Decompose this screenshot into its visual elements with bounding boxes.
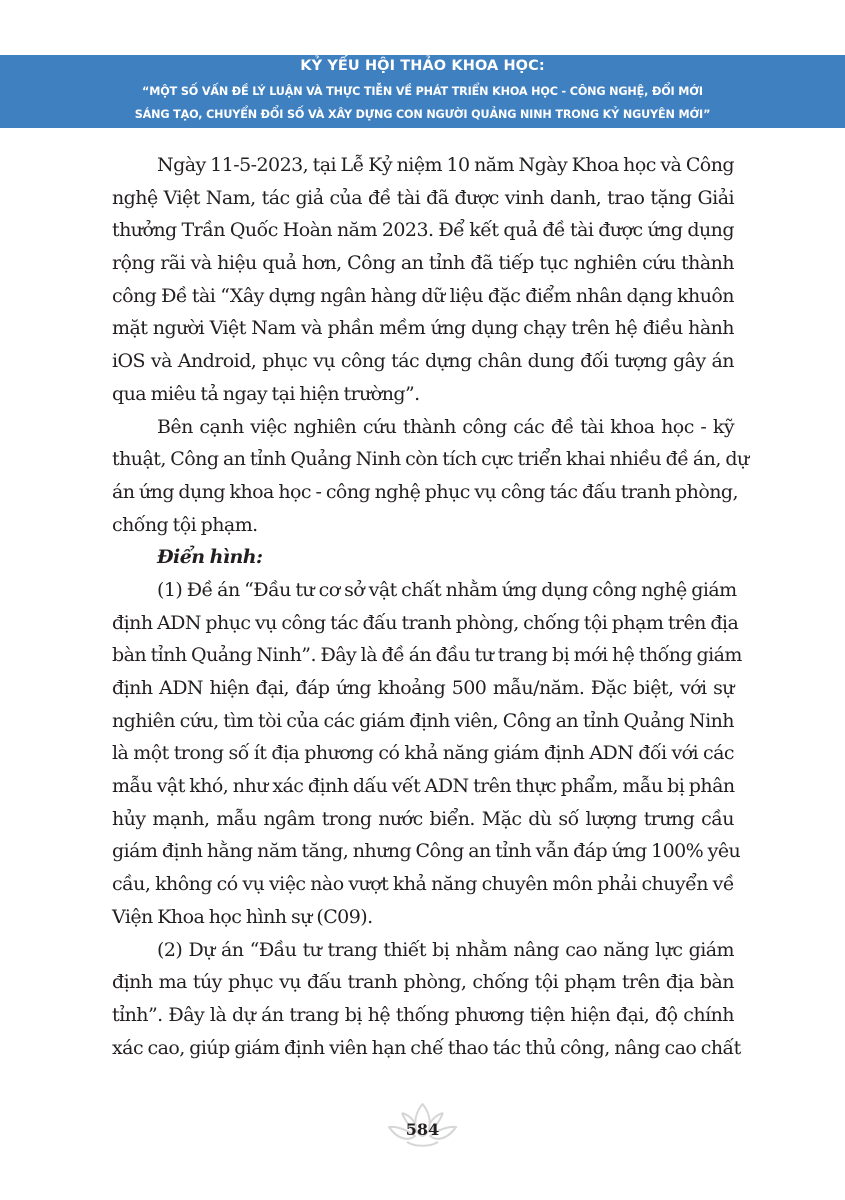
paragraph-line: xác cao, giúp giám định viên hạn chế thao tác thủ công, nâng cao chất	[112, 1036, 741, 1059]
conference-theme-line-2: SÁNG TẠO, CHUYỂN ĐỔI SỐ VÀ XÂY DỰNG CON NGƯỜI QUẢNG NINH TRONG KỶ NGUYÊN MỚI”	[134, 108, 711, 121]
paragraph-line: giám định hằng năm tăng, nhưng Công an tỉnh vẫn đáp ứng 100% yêu	[112, 840, 741, 863]
paragraph-line: thuật, Công an tỉnh Quảng Ninh còn tích cực triển khai nhiều đề án, dự	[112, 448, 749, 471]
paragraph-line: Ngày 11-5-2023, tại Lễ Kỷ niệm 10 năm Ngày Khoa học và Công	[157, 154, 734, 176]
paragraph-line: rộng rãi và hiệu quả hơn, Công an tỉnh đã tiếp tục nghiên cứu thành	[112, 252, 734, 275]
paragraph-line: Bên cạnh việc nghiên cứu thành công các đề tài khoa học - kỹ	[157, 415, 734, 438]
paragraph-line: iOS và Android, phục vụ công tác dựng chân dung đối tượng gây án	[112, 350, 734, 373]
paragraph-line: Viện Khoa học hình sự (C09).	[112, 905, 373, 928]
paragraph-line: là một trong số ít địa phương có khả năng giám định ADN đối với các	[112, 742, 734, 765]
article-body	[112, 149, 749, 1064]
paragraph-line: bàn tỉnh Quảng Ninh”. Đây là đề án đầu tư trang bị mới hệ thống giám	[112, 644, 742, 667]
paragraph-line: (1) Đề án “Đầu tư cơ sở vật chất nhằm ứng dụng công nghệ giám	[157, 578, 737, 601]
section-heading-examples: Điển hình:	[157, 546, 263, 569]
paragraph-line: thưởng Trần Quốc Hoàn năm 2023. Để kết quả đề tài được ứng dụng	[112, 219, 734, 242]
paragraph-line: định ADN phục vụ công tác đấu tranh phòng, chống tội phạm trên địa	[112, 611, 739, 634]
paragraph-line: hủy mạnh, mẫu ngâm trong nước biển. Mặc dù số lượng trưng cầu	[112, 807, 734, 830]
paragraph-line: nghiên cứu, tìm tòi của các giám định viên, Công an tỉnh Quảng Ninh	[112, 709, 734, 732]
paragraph-line: tỉnh”. Đây là dự án trang bị hệ thống phương tiện hiện đại, độ chính	[112, 1003, 734, 1026]
page-number: 584	[405, 1120, 440, 1139]
paragraph-line: mẫu vật khó, như xác định dấu vết ADN trên thực phẩm, mẫu bị phân	[112, 775, 735, 798]
paragraph-line: cầu, không có vụ việc nào vượt khả năng chuyên môn phải chuyển về	[112, 873, 734, 896]
conference-header-banner	[0, 55, 845, 128]
paragraph-line: án ứng dụng khoa học - công nghệ phục vụ công tác đấu tranh phòng,	[112, 480, 739, 503]
paragraph-line: định ma túy phục vụ đấu tranh phòng, chống tội phạm trên địa bàn	[112, 971, 734, 994]
page-footer	[385, 1100, 460, 1150]
paragraph-line: mặt người Việt Nam và phần mềm ứng dụng chạy trên hệ điều hành	[112, 317, 734, 340]
proceedings-title: KỶ YẾU HỘI THẢO KHOA HỌC:	[300, 58, 545, 74]
paragraph-line: qua miêu tả ngay tại hiện trường”.	[112, 382, 420, 405]
paragraph-line: định ADN hiện đại, đáp ứng khoảng 500 mẫu/năm. Đặc biệt, với sự	[112, 677, 734, 699]
paragraph-line: nghệ Việt Nam, tác giả của đề tài đã được vinh danh, trao tặng Giải	[112, 186, 734, 209]
paragraph-line: (2) Dự án “Đầu tư trang thiết bị nhằm nâng cao năng lực giám	[157, 938, 734, 961]
paragraph-line: chống tội phạm.	[112, 513, 258, 536]
paragraph-line: công Đề tài “Xây dựng ngân hàng dữ liệu đặc điểm nhân dạng khuôn	[112, 284, 734, 307]
conference-theme-line-1: “MỘT SỐ VẤN ĐỀ LÝ LUẬN VÀ THỰC TIỄN VỀ PHÁT TRIỂN KHOA HỌC - CÔNG NGHỆ, ĐỔI MỚI	[142, 85, 703, 98]
